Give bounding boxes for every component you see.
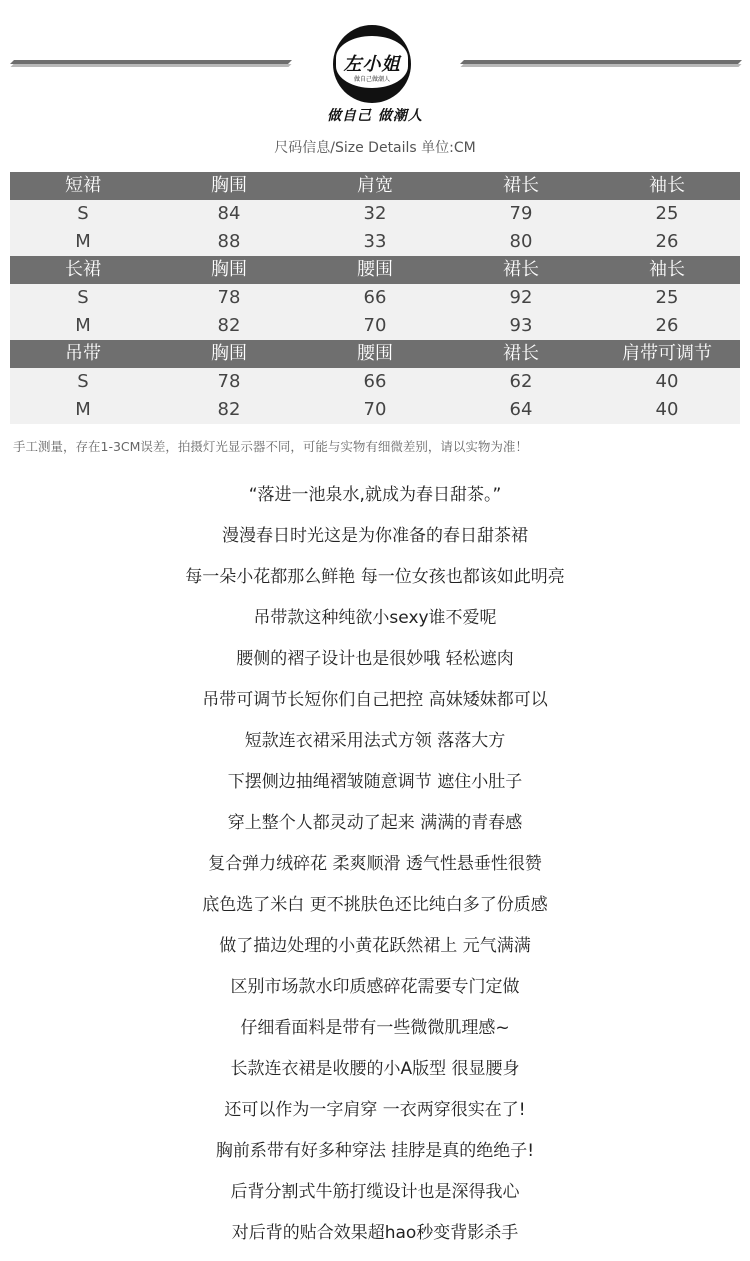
- table-cell: M: [10, 396, 156, 424]
- table-cell: 64: [448, 396, 594, 424]
- table-cell: 25: [594, 284, 740, 312]
- description-line: 漫漫春日时光这是为你准备的春日甜茶裙: [222, 526, 528, 546]
- table-header-cell: 肩带可调节: [594, 340, 740, 368]
- table-row: [10, 200, 740, 228]
- table-row: [10, 312, 740, 340]
- logo-subtext: 做自己做潮人: [353, 76, 390, 83]
- logo-brand-text: 左小姐: [343, 54, 401, 75]
- table-header-row-long: [10, 256, 740, 284]
- table-cell: 80: [448, 228, 594, 256]
- description-line: 穿上整个人都灵动了起来 满满的青春感: [227, 813, 523, 833]
- description-line: 底色选了米白 更不挑肤色还比纯白多了份质感: [202, 895, 548, 915]
- table-cell: S: [10, 284, 156, 312]
- table-cell: 78: [156, 368, 302, 396]
- table-cell: 33: [302, 228, 448, 256]
- table-cell: 82: [156, 312, 302, 340]
- description-line: 区别市场款水印质感碎花需要专门定做: [230, 977, 520, 997]
- description-line: 胸前系带有好多种穿法 挂脖是真的绝绝子!: [215, 1141, 535, 1161]
- brand-slogan: 做自己 做潮人: [327, 108, 423, 124]
- description-line: 复合弹力绒碎花 柔爽顺滑 透气性悬垂性很赞: [208, 854, 542, 874]
- table-header-cell: 袖长: [594, 172, 740, 200]
- table-cell: 84: [156, 200, 302, 228]
- table-cell: 25: [594, 200, 740, 228]
- description-line: 吊带可调节长短你们自己把控 高妹矮妹都可以: [202, 690, 548, 710]
- table-header-cell: 腰围: [302, 340, 448, 368]
- size-table: [10, 172, 740, 424]
- description-line: 腰侧的褶子设计也是很妙哦 轻松遮肉: [236, 649, 514, 669]
- table-header-cell: 胸围: [156, 256, 302, 284]
- brand-logo: [333, 25, 411, 103]
- table-cell: 40: [594, 396, 740, 424]
- table-header-row-short: [10, 172, 740, 200]
- description-line: 后背分割式牛筋打缆设计也是深得我心: [230, 1182, 520, 1202]
- measurement-notice: 手工测量，存在1-3CM误差，拍摄灯光显示器不同，可能与实物有细微差别，请以实物为准！: [13, 439, 528, 454]
- description-line: 做了描边处理的小黄花跃然裙上 元气满满: [219, 936, 531, 956]
- decor-line-right: [462, 60, 740, 68]
- description-line: 下摆侧边抽绳褶皱随意调节 遮住小肚子: [227, 772, 523, 792]
- description-line: 短款连衣裙采用法式方领 落落大方: [244, 731, 506, 751]
- logo-badge: [336, 36, 408, 88]
- table-header-cell: 裙长: [448, 340, 594, 368]
- table-cell: 32: [302, 200, 448, 228]
- table-row: [10, 368, 740, 396]
- table-row: [10, 228, 740, 256]
- table-header-row-slip: [10, 340, 740, 368]
- table-header-cell: 袖长: [594, 256, 740, 284]
- description-line: 吊带款这种纯欲小sexy谁不爱呢: [253, 608, 497, 628]
- table-cell: 88: [156, 228, 302, 256]
- table-cell: 78: [156, 284, 302, 312]
- table-header-cell: 腰围: [302, 256, 448, 284]
- table-row: [10, 284, 740, 312]
- table-cell: S: [10, 200, 156, 228]
- table-header-cell: 吊带: [10, 340, 156, 368]
- table-cell: 70: [302, 312, 448, 340]
- table-cell: 40: [594, 368, 740, 396]
- table-header-cell: 胸围: [156, 340, 302, 368]
- table-cell: S: [10, 368, 156, 396]
- table-cell: 82: [156, 396, 302, 424]
- table-cell: 26: [594, 312, 740, 340]
- table-cell: 79: [448, 200, 594, 228]
- table-header-cell: 短裙: [10, 172, 156, 200]
- table-cell: 92: [448, 284, 594, 312]
- table-header-cell: 长裙: [10, 256, 156, 284]
- table-cell: 70: [302, 396, 448, 424]
- size-caption: 尺码信息/Size Details 单位:CM: [274, 140, 476, 156]
- description-line: “落进一池泉水,就成为春日甜茶。”: [248, 485, 502, 505]
- table-cell: 66: [302, 368, 448, 396]
- table-cell: 26: [594, 228, 740, 256]
- table-cell: M: [10, 228, 156, 256]
- table-row: [10, 396, 740, 424]
- table-cell: 66: [302, 284, 448, 312]
- brand-header: [0, 0, 750, 130]
- description-line: 仔细看面料是带有一些微微肌理感~: [240, 1018, 510, 1038]
- decor-line-left: [12, 60, 290, 68]
- table-header-cell: 胸围: [156, 172, 302, 200]
- table-header-cell: 裙长: [448, 172, 594, 200]
- description-line: 对后背的贴合效果超hao秒变背影杀手: [231, 1223, 519, 1243]
- description-line: 还可以作为一字肩穿 一衣两穿很实在了!: [224, 1100, 526, 1120]
- product-description: [0, 480, 750, 1259]
- table-header-cell: 肩宽: [302, 172, 448, 200]
- table-cell: 93: [448, 312, 594, 340]
- description-line: 长款连衣裙是收腰的小A版型 很显腰身: [230, 1059, 520, 1079]
- description-line: 每一朵小花都那么鲜艳 每一位女孩也都该如此明亮: [185, 567, 565, 587]
- table-cell: M: [10, 312, 156, 340]
- table-cell: 62: [448, 368, 594, 396]
- table-header-cell: 裙长: [448, 256, 594, 284]
